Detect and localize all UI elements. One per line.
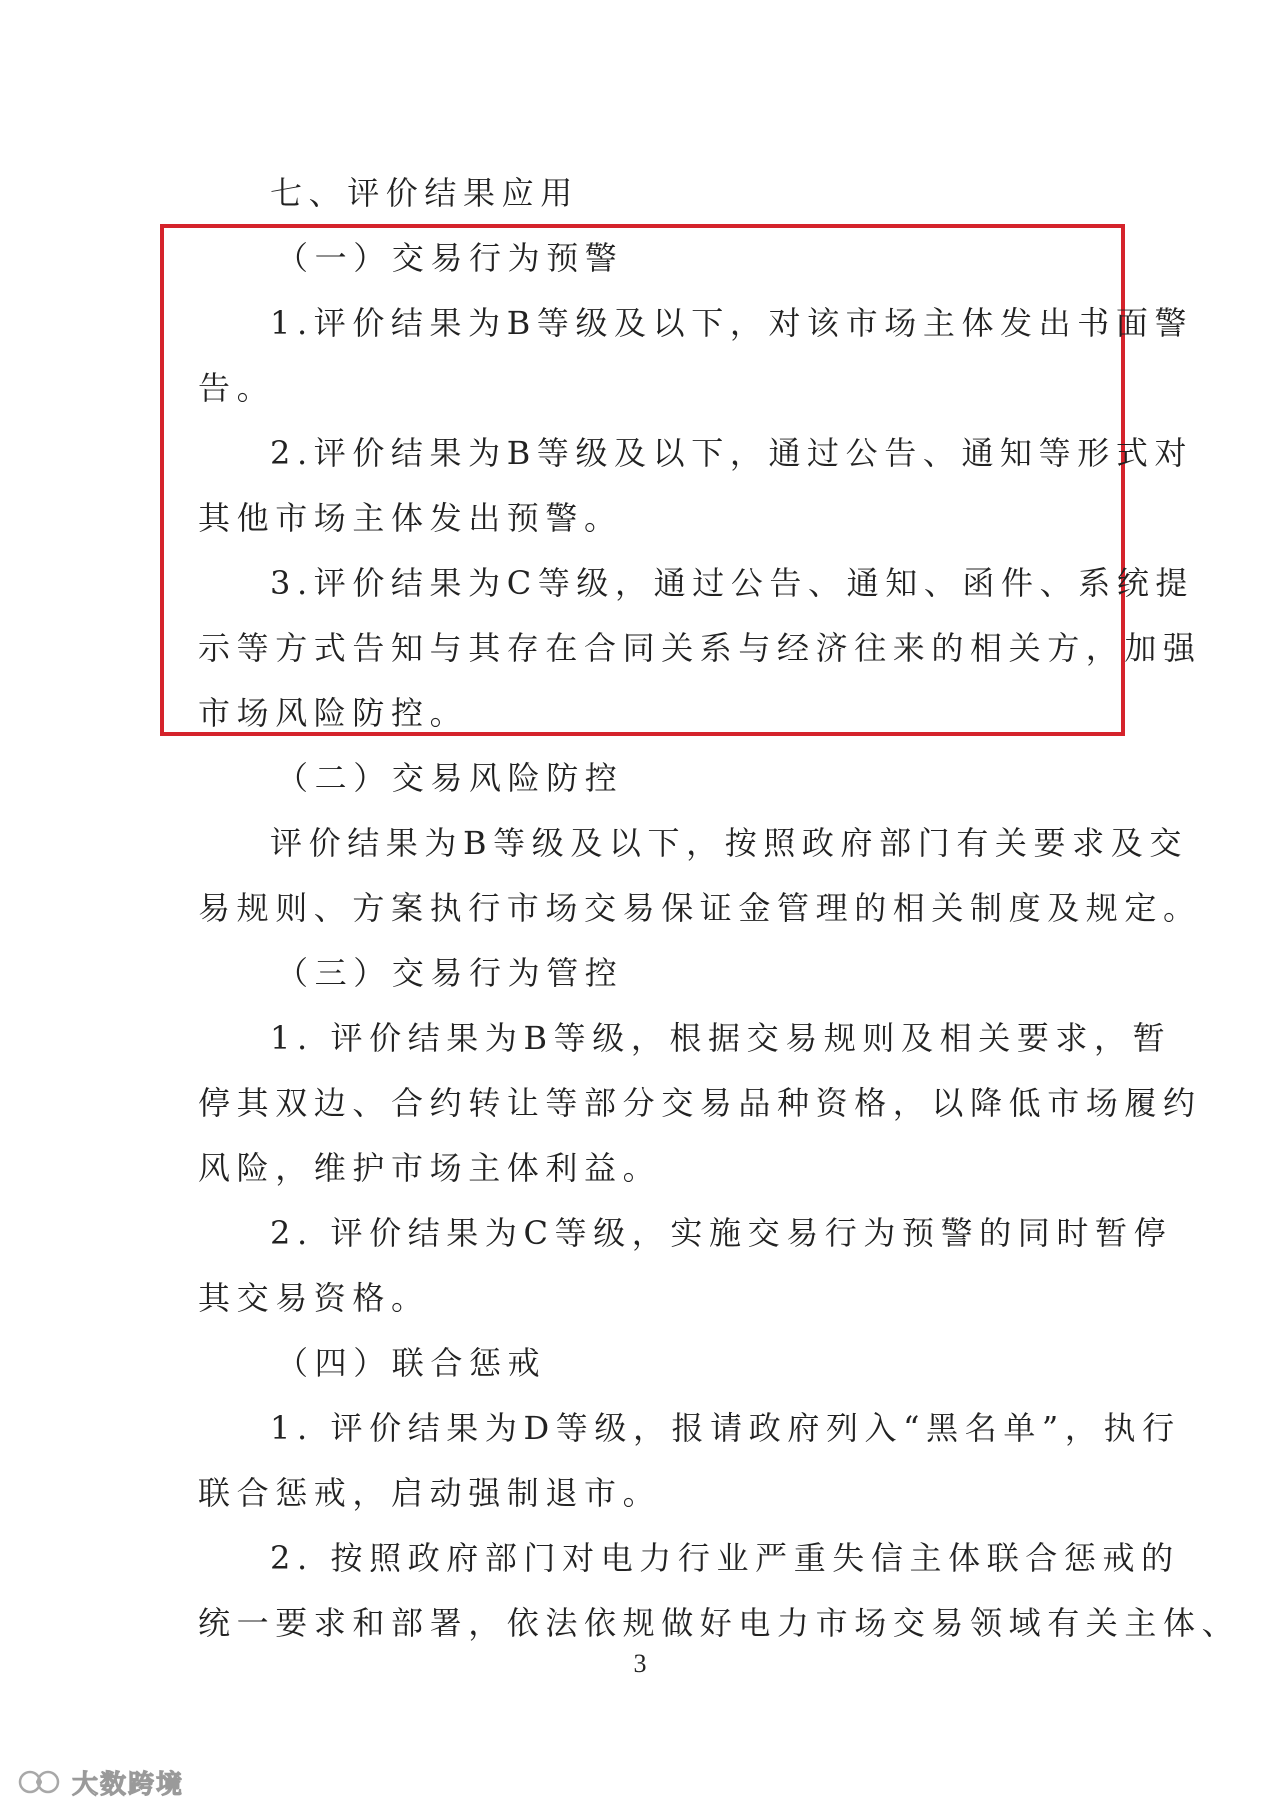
subsection-4-item-2-line-2: 统一要求和部署，依法依规做好电力市场交易领域有关主体、 (198, 1604, 1241, 1642)
subsection-4-item-1-line-1: 1. 评价结果为D等级，报请政府列入“黑名单”，执行 (270, 1409, 1181, 1447)
subsection-4-title: （四）联合惩戒 (276, 1344, 547, 1382)
subsection-1-title: （一）交易行为预警 (276, 239, 624, 277)
subsection-2-para-line-2: 易规则、方案执行市场交易保证金管理的相关制度及规定。 (198, 889, 1202, 927)
subsection-4-item-1-line-2: 联合惩戒，启动强制退市。 (198, 1474, 662, 1512)
subsection-1-item-3-line-2: 示等方式告知与其存在合同关系与经济往来的相关方，加强 (198, 629, 1202, 667)
subsection-2-title: （二）交易风险防控 (276, 759, 624, 797)
subsection-1-item-3-line-1: 3.评价结果为C等级，通过公告、通知、函件、系统提 (270, 564, 1195, 602)
watermark-text: 大数跨境 (72, 1769, 185, 1800)
subsection-4-item-2-line-1: 2. 按照政府部门对电力行业严重失信主体联合惩戒的 (270, 1539, 1180, 1577)
watermark (18, 1764, 184, 1800)
subsection-3-item-2-line-2: 其交易资格。 (198, 1279, 430, 1317)
subsection-3-item-1-line-3: 风险，维护市场主体利益。 (198, 1149, 662, 1187)
subsection-1-item-1-line-1: 1.评价结果为B等级及以下，对该市场主体发出书面警 (270, 304, 1194, 342)
brand-logo-icon (18, 1767, 64, 1797)
page-number: 3 (633, 1649, 647, 1678)
subsection-3-item-1-line-2: 停其双边、合约转让等部分交易品种资格，以降低市场履约 (198, 1084, 1202, 1122)
subsection-1-item-3-line-3: 市场风险防控。 (198, 694, 469, 732)
subsection-3-title: （三）交易行为管控 (276, 954, 624, 992)
subsection-3-item-2-line-1: 2. 评价结果为C等级，实施交易行为预警的同时暂停 (270, 1214, 1173, 1252)
subsection-3-item-1-line-1: 1. 评价结果为B等级，根据交易规则及相关要求，暂 (270, 1019, 1172, 1057)
subsection-1-item-2-line-1: 2.评价结果为B等级及以下，通过公告、通知等形式对 (270, 434, 1194, 472)
subsection-1-item-1-line-2: 告。 (198, 369, 276, 407)
section-heading: 七、评价结果应用 (270, 174, 579, 212)
subsection-1-item-2-line-2: 其他市场主体发出预警。 (198, 499, 623, 537)
subsection-2-para-line-1: 评价结果为B等级及以下，按照政府部门有关要求及交 (270, 824, 1188, 862)
